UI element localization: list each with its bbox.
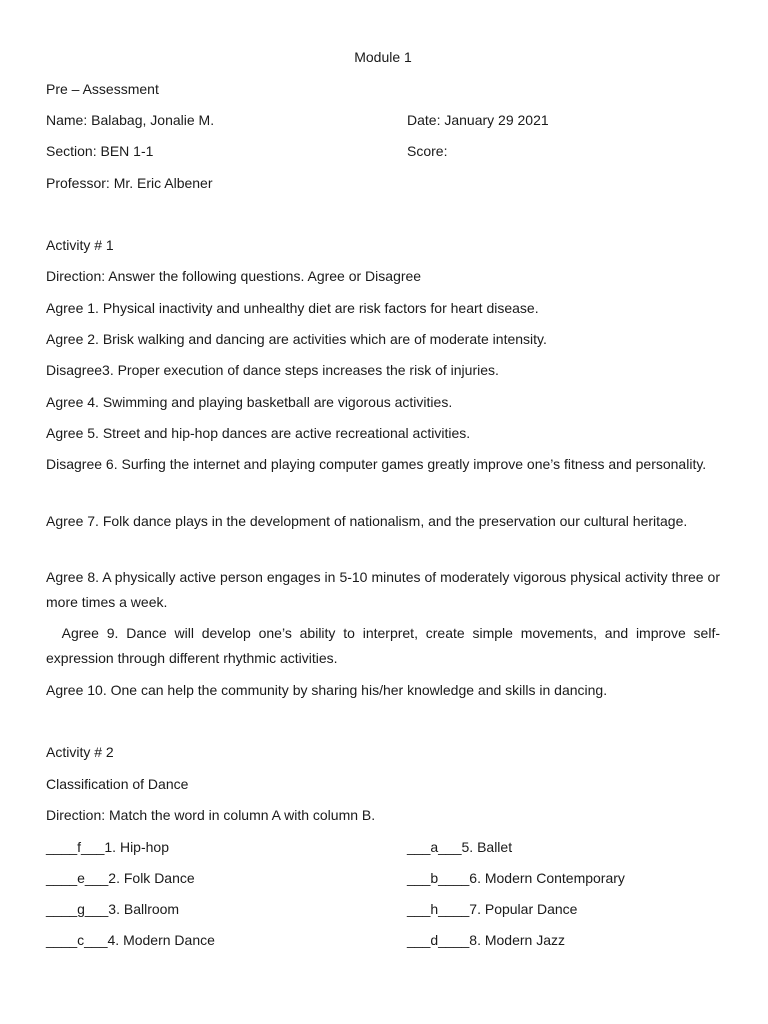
- activity2-subheading: Classification of Dance: [46, 776, 189, 792]
- activity1-item-2: Agree 2. Brisk walking and dancing are activities which are of moderate intensity.: [46, 331, 547, 347]
- match-item-4: ____c___4. Modern Dance: [46, 932, 215, 948]
- activity1-item-3: Disagree3. Proper execution of dance steps increases the risk of injuries.: [46, 362, 499, 378]
- date-field: Date: January 29 2021: [407, 112, 549, 128]
- professor-field: Professor: Mr. Eric Albener: [46, 175, 213, 191]
- match-item-7: ___h____7. Popular Dance: [407, 901, 578, 917]
- activity2-direction: Direction: Match the word in column A with column B.: [46, 807, 376, 823]
- activity1-item-1: Agree 1. Physical inactivity and unhealthy diet are risk factors for heart disease.: [46, 300, 539, 316]
- match-item-6: ___b____6. Modern Contemporary: [407, 870, 625, 886]
- student-name: Name: Balabag, Jonalie M.: [46, 112, 215, 128]
- activity1-item-9: Agree 9. Dance will develop one’s ability to interpret, create simple movements, and improve self- expression through different rhythmic activities.: [46, 625, 724, 666]
- activity2-heading: Activity # 2: [46, 744, 114, 760]
- activity1-item-6: Disagree 6. Surfing the internet and playing computer games greatly improve one’s fitness and personality.: [46, 456, 707, 472]
- assessment-subtitle: Pre – Assessment: [46, 81, 159, 97]
- score-field: Score:: [407, 143, 448, 159]
- activity1-direction: Direction: Answer the following questions. Agree or Disagree: [46, 268, 422, 284]
- activity1-item-7: Agree 7. Folk dance plays in the development of nationalism, and the preservation our cultural heritage.: [46, 513, 688, 529]
- activity1-item-10: Agree 10. One can help the community by sharing his/her knowledge and skills in dancing.: [46, 682, 608, 698]
- activity1-item-4: Agree 4. Swimming and playing basketball are vigorous activities.: [46, 394, 453, 410]
- match-item-5: ___a___5. Ballet: [407, 839, 513, 855]
- section-field: Section: BEN 1-1: [46, 143, 154, 159]
- module-title: Module 1: [354, 49, 412, 65]
- activity1-heading: Activity # 1: [46, 237, 114, 253]
- match-item-8: ___d____8. Modern Jazz: [407, 932, 565, 948]
- activity1-item-5: Agree 5. Street and hip-hop dances are active recreational activities.: [46, 425, 471, 441]
- activity1-item-8: Agree 8. A physically active person engages in 5-10 minutes of moderately vigorous physical activity three or more times a week.: [46, 569, 720, 610]
- match-item-1: ____f___1. Hip-hop: [46, 839, 169, 855]
- match-item-3: ____g___3. Ballroom: [46, 901, 180, 917]
- match-item-2: ____e___2. Folk Dance: [46, 870, 195, 886]
